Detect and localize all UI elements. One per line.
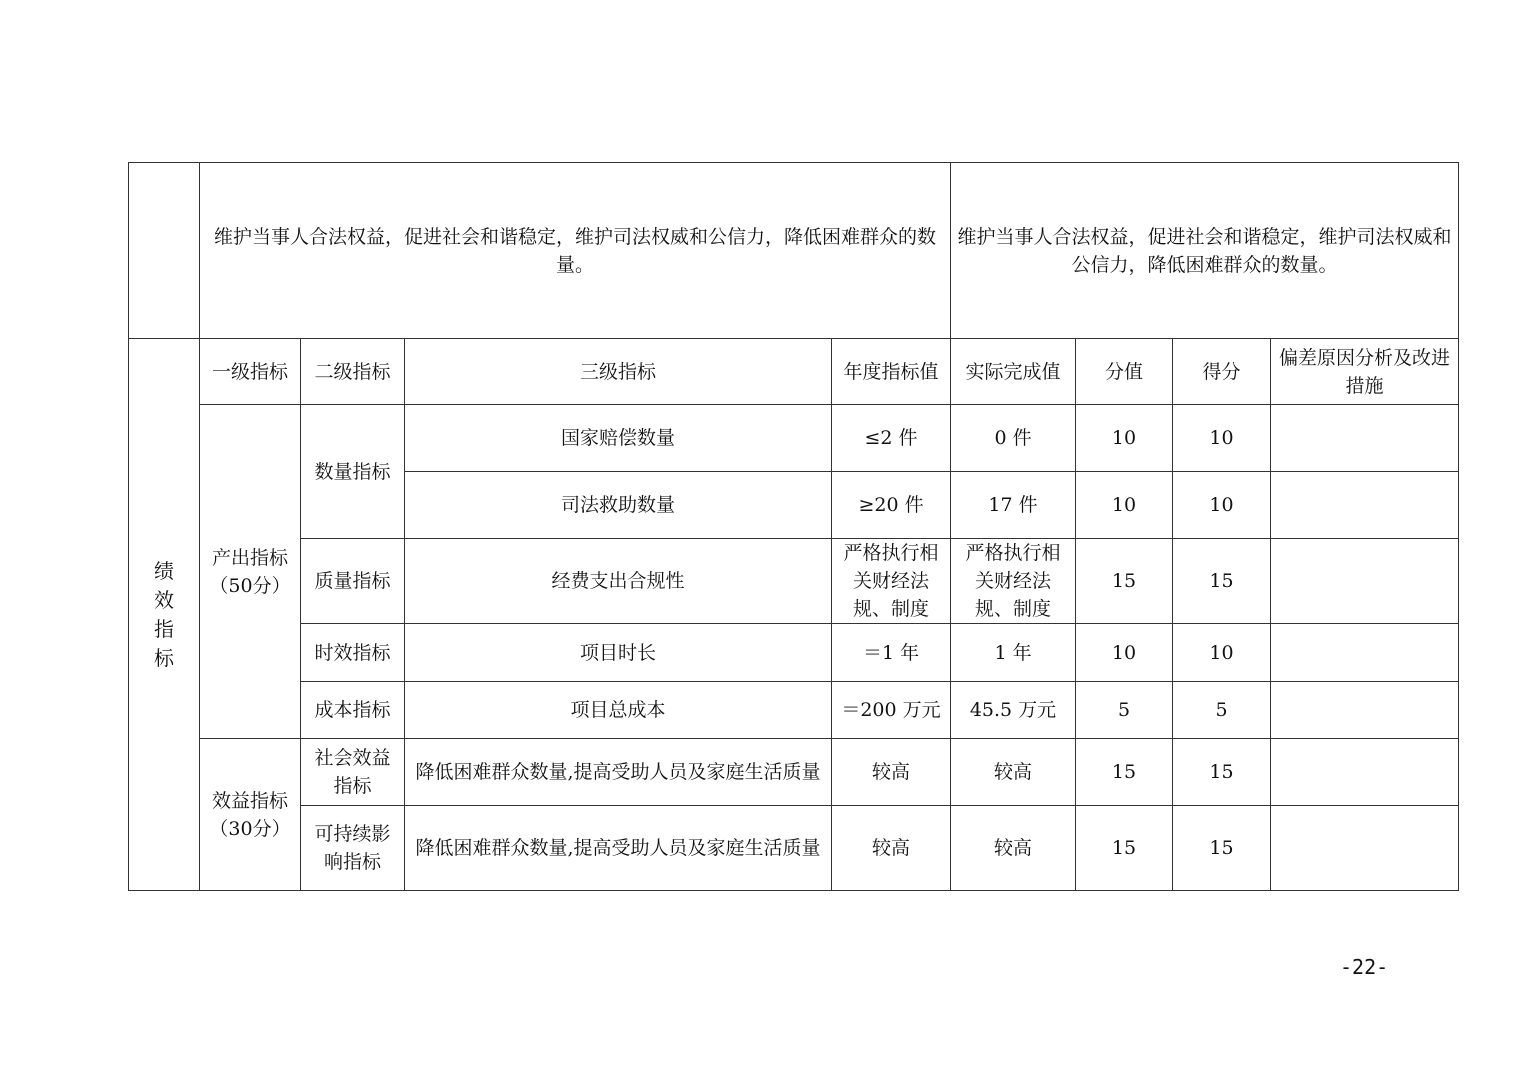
table-row: [129, 806, 1459, 891]
weight-cell: 15: [1076, 739, 1173, 806]
level3-cell: 经费支出合规性: [405, 539, 832, 624]
target-cell: 较高: [832, 806, 951, 891]
level2-cell: 成本指标: [301, 682, 405, 739]
level3-cell: 司法救助数量: [405, 472, 832, 539]
goal-actual-cell: 维护当事人合法权益，促进社会和谐稳定，维护司法权威和公信力，降低困难群众的数量。: [951, 163, 1459, 339]
header-target: 年度指标值: [832, 339, 951, 405]
analysis-cell: [1271, 405, 1459, 472]
actual-cell: 45.5 万元: [951, 682, 1076, 739]
analysis-cell: [1271, 682, 1459, 739]
target-cell: ＝200 万元: [832, 682, 951, 739]
header-actual: 实际完成值: [951, 339, 1076, 405]
header-level3: 三级指标: [405, 339, 832, 405]
level3-cell: 降低困难群众数量,提高受助人员及家庭生活质量: [405, 806, 832, 891]
table-row: [129, 739, 1459, 806]
performance-table: [128, 162, 1459, 891]
target-cell: ＝1 年: [832, 624, 951, 682]
analysis-cell: [1271, 472, 1459, 539]
header-weight: 分值: [1076, 339, 1173, 405]
weight-cell: 5: [1076, 682, 1173, 739]
goal-planned-cell: 维护当事人合法权益，促进社会和谐稳定，维护司法权威和公信力，降低困难群众的数量。: [200, 163, 951, 339]
page-number: -22-: [1340, 955, 1389, 979]
header-row: [129, 339, 1459, 405]
actual-cell: 1 年: [951, 624, 1076, 682]
header-analysis: 偏差原因分析及改进措施: [1271, 339, 1459, 405]
header-level1: 一级指标: [200, 339, 301, 405]
weight-cell: 15: [1076, 806, 1173, 891]
analysis-cell: [1271, 806, 1459, 891]
score-cell: 15: [1173, 539, 1271, 624]
goal-row: [129, 163, 1459, 339]
score-cell: 15: [1173, 806, 1271, 891]
target-cell: ≤2 件: [832, 405, 951, 472]
actual-cell: 严格执行相关财经法规、制度: [951, 539, 1076, 624]
level3-cell: 降低困难群众数量,提高受助人员及家庭生活质量: [405, 739, 832, 806]
analysis-cell: [1271, 624, 1459, 682]
weight-cell: 10: [1076, 405, 1173, 472]
goal-row-label-cell: [129, 163, 200, 339]
level2-cell: 可持续影响指标: [301, 806, 405, 891]
analysis-cell: [1271, 739, 1459, 806]
score-cell: 10: [1173, 472, 1271, 539]
table-row: [129, 624, 1459, 682]
actual-cell: 较高: [951, 806, 1076, 891]
score-cell: 15: [1173, 739, 1271, 806]
level2-cell: 时效指标: [301, 624, 405, 682]
group-benefit: 效益指标（30分）: [200, 739, 301, 891]
table-row: [129, 682, 1459, 739]
actual-cell: 0 件: [951, 405, 1076, 472]
score-cell: 10: [1173, 405, 1271, 472]
actual-cell: 较高: [951, 739, 1076, 806]
group-output: 产出指标（50分）: [200, 405, 301, 739]
target-cell: ≥20 件: [832, 472, 951, 539]
level2-cell: 社会效益指标: [301, 739, 405, 806]
section-label: 绩效指标: [154, 558, 174, 670]
section-label-cell: [129, 339, 200, 891]
table-row: [129, 539, 1459, 624]
level3-cell: 国家赔偿数量: [405, 405, 832, 472]
score-cell: 5: [1173, 682, 1271, 739]
weight-cell: 10: [1076, 472, 1173, 539]
target-cell: 严格执行相关财经法规、制度: [832, 539, 951, 624]
level3-cell: 项目总成本: [405, 682, 832, 739]
analysis-cell: [1271, 539, 1459, 624]
weight-cell: 10: [1076, 624, 1173, 682]
table-row: [129, 405, 1459, 472]
level2-cell: 数量指标: [301, 405, 405, 539]
level2-cell: 质量指标: [301, 539, 405, 624]
weight-cell: 15: [1076, 539, 1173, 624]
score-cell: 10: [1173, 624, 1271, 682]
level3-cell: 项目时长: [405, 624, 832, 682]
actual-cell: 17 件: [951, 472, 1076, 539]
target-cell: 较高: [832, 739, 951, 806]
header-level2: 二级指标: [301, 339, 405, 405]
header-score: 得分: [1173, 339, 1271, 405]
